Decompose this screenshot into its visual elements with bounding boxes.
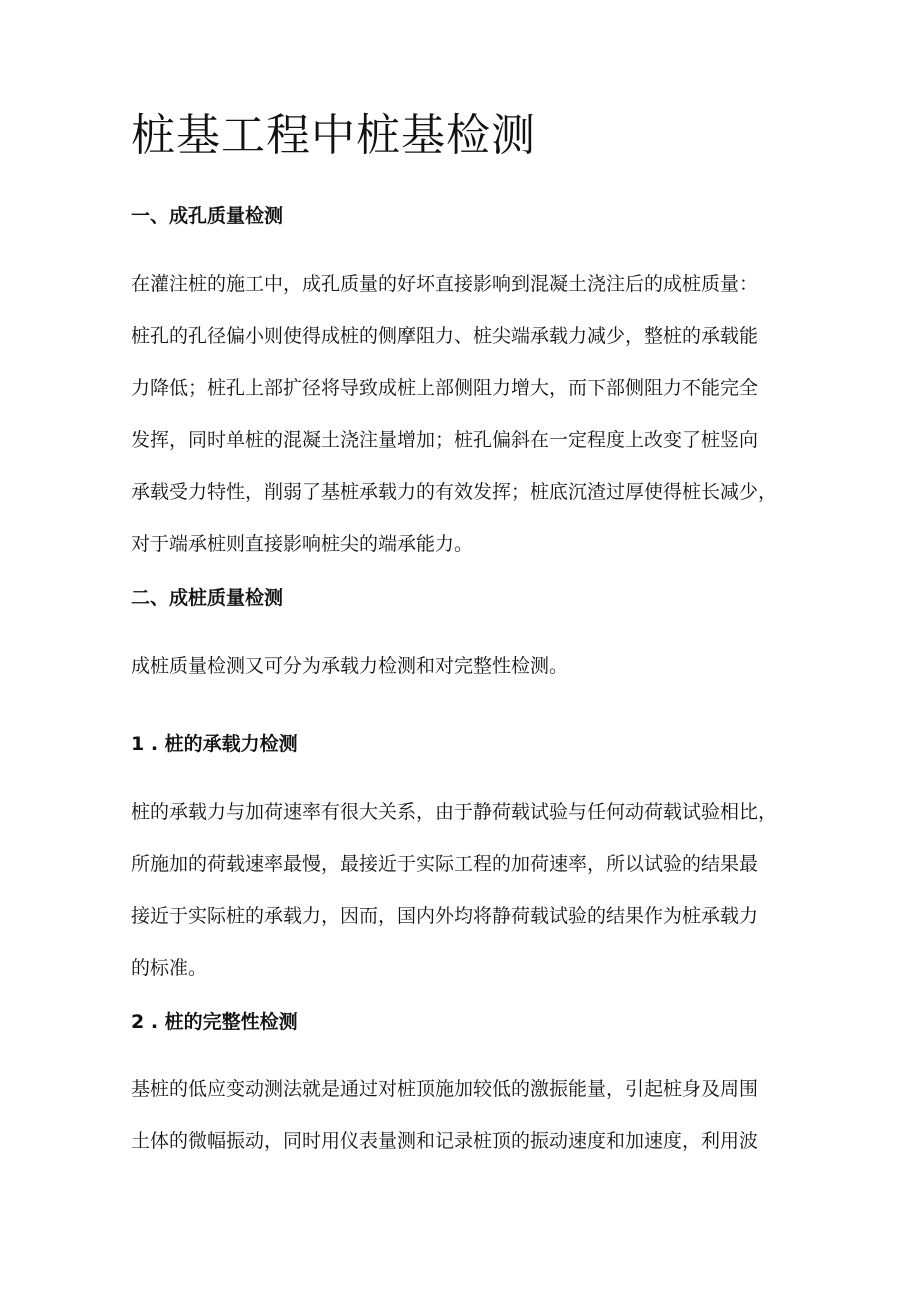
subsection2-paragraph <box>131 1071 811 1175</box>
section1-heading: 一、成孔质量检测 <box>131 205 284 227</box>
text-line: 力降低；桩孔上部扩径将导致成桩上部侧阻力增大，而下部侧阻力不能完全 <box>131 377 759 399</box>
text-line: 桩孔的孔径偏小则使得成桩的侧摩阻力、桩尖端承载力减少，整桩的承载能 <box>131 325 759 347</box>
subsection1-paragraph <box>131 794 811 1002</box>
text-line: 成桩质量检测又可分为承载力检测和对完整性检测。 <box>131 655 569 677</box>
document-title: 桩基工程中桩基检测 <box>131 110 536 161</box>
text-line: 发挥，同时单桩的混凝土浇注量增加；桩孔偏斜在一定程度上改变了桩竖向 <box>131 429 759 451</box>
subsection1-heading: 1 . 桩的承载力检测 <box>131 733 298 755</box>
text-line: 承载受力特性，削弱了基桩承载力的有效发挥；桩底沉渣过厚使得桩长减少， <box>131 481 778 503</box>
text-line: 土体的微幅振动，同时用仪表量测和记录桩顶的振动速度和加速度，利用波 <box>131 1130 759 1152</box>
section2-paragraph <box>131 648 811 700</box>
subsection2-heading: 2 . 桩的完整性检测 <box>131 1011 298 1033</box>
text-line: 的标准。 <box>131 957 208 979</box>
text-line: 基桩的低应变动测法就是通过对桩顶施加较低的激振能量，引起桩身及周围 <box>131 1078 759 1100</box>
text-line: 所施加的荷载速率最慢，最接近于实际工程的加荷速率，所以试验的结果最 <box>131 853 759 875</box>
text-line: 桩的承载力与加荷速率有很大关系，由于静荷载试验与任何动荷载试验相比， <box>131 801 778 823</box>
text-line: 对于端承桩则直接影响桩尖的端承能力。 <box>131 533 474 555</box>
section2-heading: 二、成桩质量检测 <box>131 587 284 609</box>
section1-paragraph <box>131 266 811 578</box>
text-line: 接近于实际桩的承载力，因而，国内外均将静荷载试验的结果作为桩承载力 <box>131 905 759 927</box>
text-line: 在灌注桩的施工中，成孔质量的好坏直接影响到混凝土浇注后的成桩质量： <box>131 273 759 295</box>
